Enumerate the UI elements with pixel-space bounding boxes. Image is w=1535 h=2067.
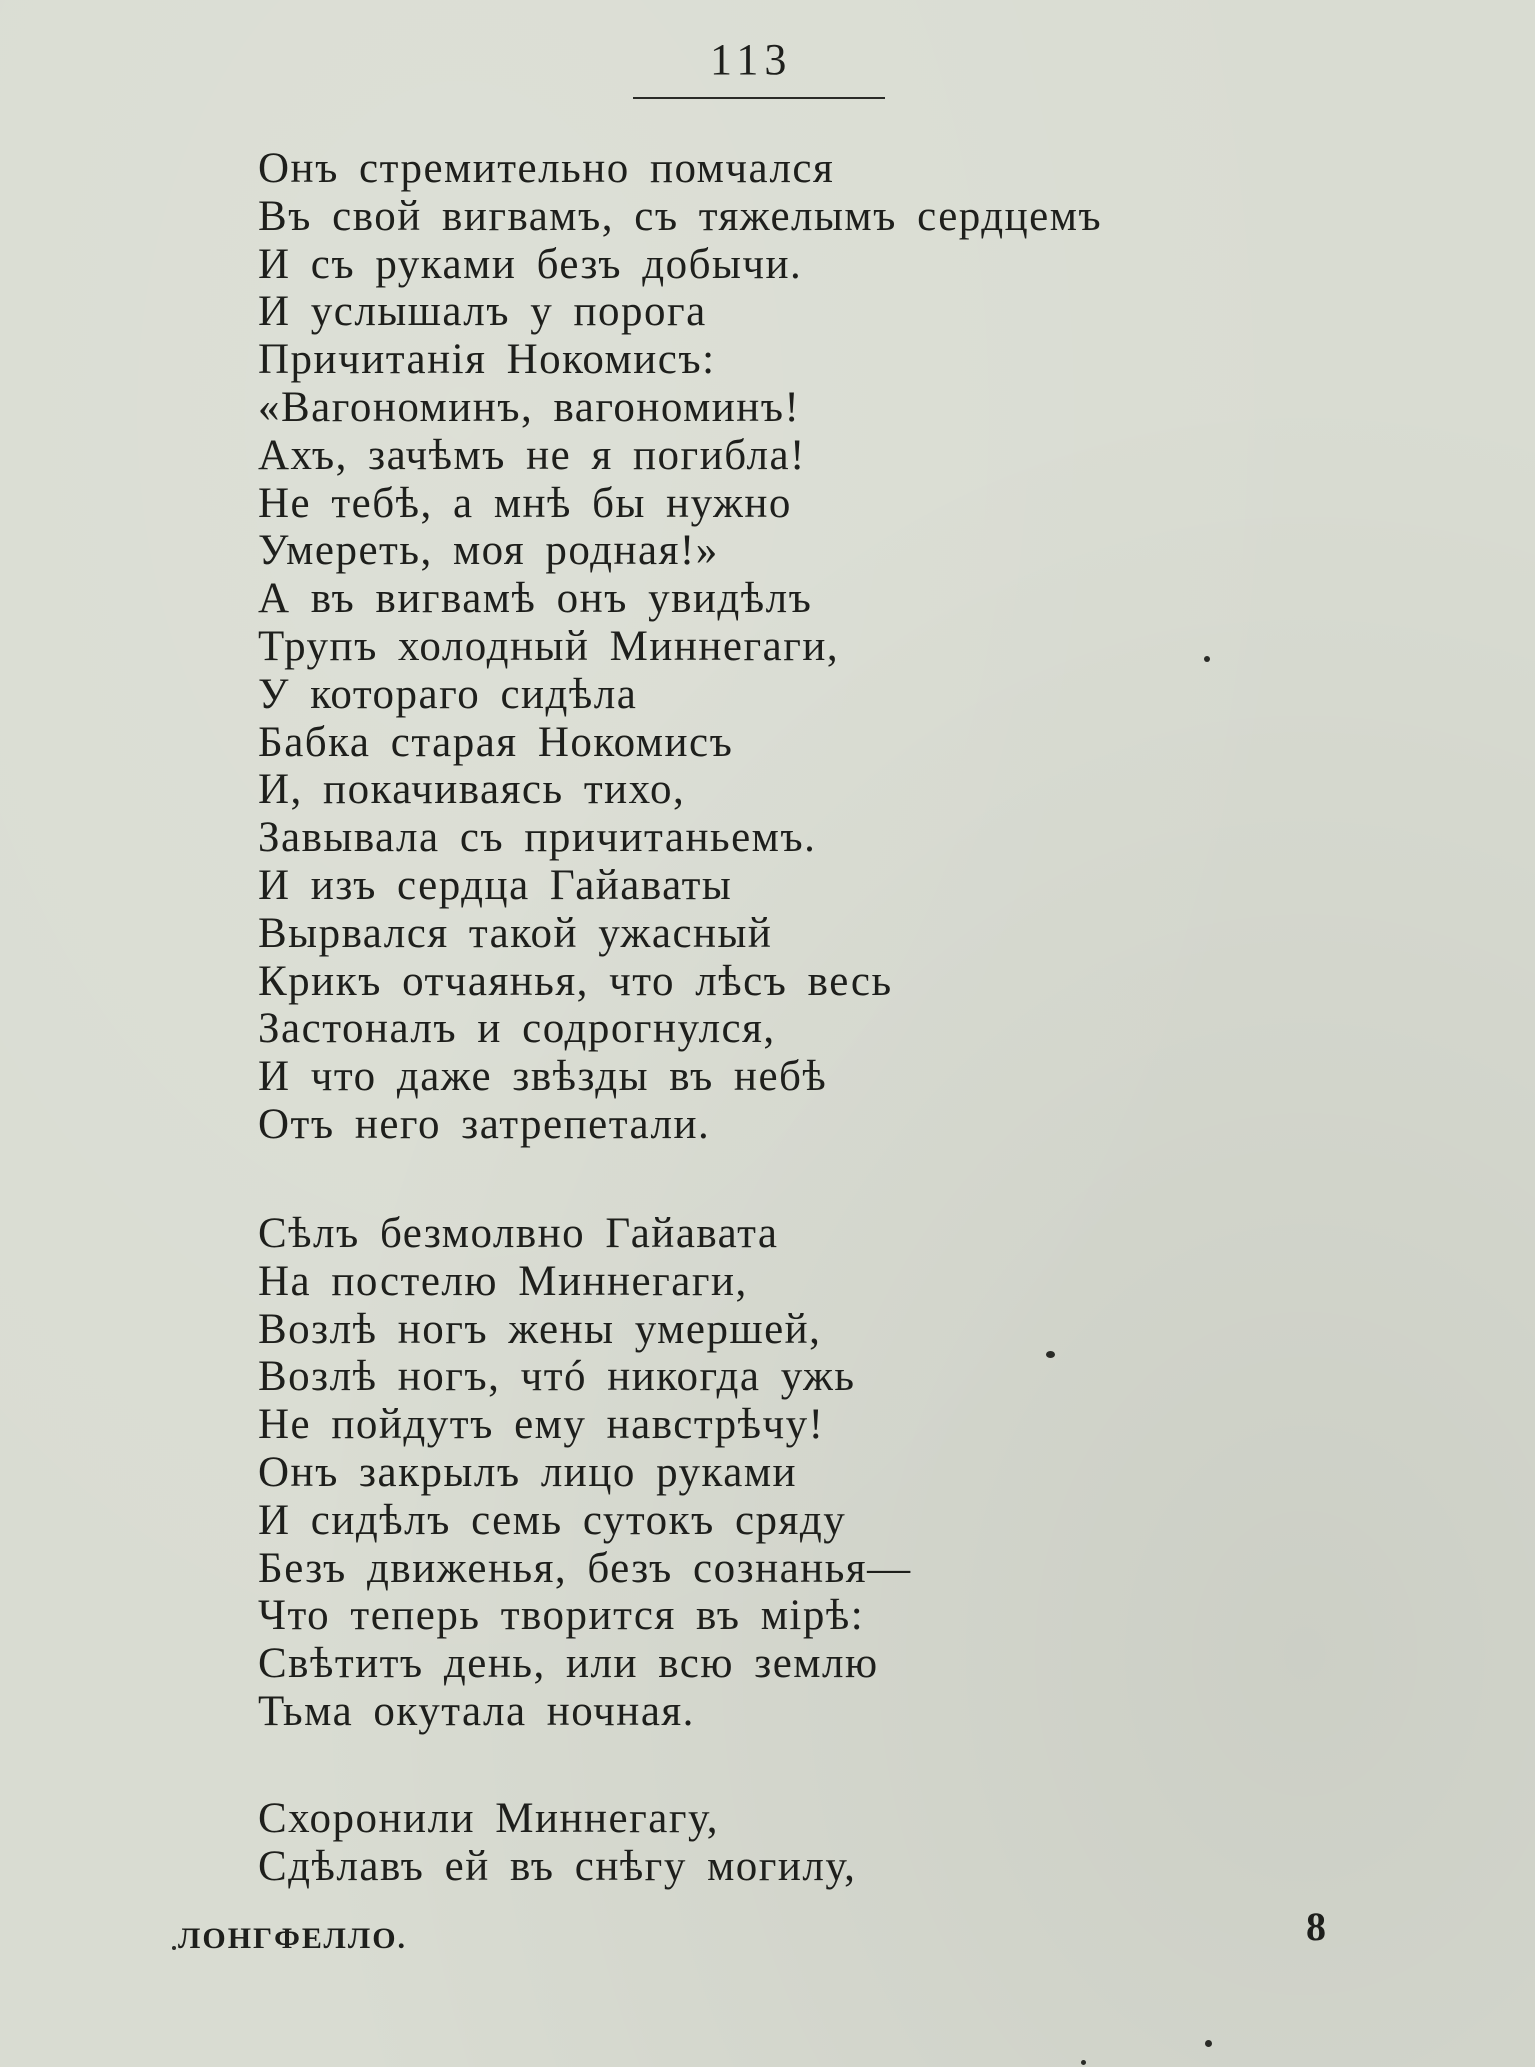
verse-line: Отъ него затрепетали.: [258, 1100, 711, 1148]
verse-line: Вырвался такой ужасный: [258, 909, 773, 957]
verse-line: Онъ стремительно помчался: [258, 145, 835, 192]
verse-line: Умереть, моя родная!»: [258, 527, 719, 575]
stanza-1: [258, 145, 1102, 1149]
verse-line: И что даже звѣзды въ небѣ: [258, 1053, 828, 1101]
header-rule: [633, 97, 885, 99]
verse-line: Свѣтитъ день, или всю землю: [258, 1640, 879, 1688]
verse-line: Ахъ, зачѣмъ не я погибла!: [258, 431, 806, 479]
verse-line: Трупъ холодный Миннегаги,: [258, 622, 840, 670]
verse-line: «Вагономинъ, вагономинъ!: [258, 383, 801, 431]
verse-line: И, покачиваясь тихо,: [258, 766, 686, 814]
verse-line: Что теперь творится въ мірѣ:: [258, 1592, 865, 1640]
footer-author: ЛОНГФЕЛЛО.: [178, 1922, 408, 1955]
verse-line: Крикъ отчаянья, что лѣсъ весь: [258, 957, 893, 1005]
verse-line: Возлѣ ногъ жены умершей,: [258, 1305, 822, 1353]
verse-line: И сидѣлъ семь сутокъ сряду: [258, 1496, 847, 1544]
verse-line: Застоналъ и содрогнулся,: [258, 1005, 776, 1053]
page-number: 113: [710, 35, 793, 84]
verse-line: Безъ движенья, безъ сознанья—: [258, 1544, 912, 1592]
verse-line: А въ вигвамѣ онъ увидѣлъ: [258, 575, 813, 623]
ink-speck: [1046, 1351, 1055, 1358]
verse-line: Не тебѣ, а мнѣ бы нужно: [258, 479, 792, 527]
verse-line: Не пойдутъ ему навстрѣчу!: [258, 1401, 825, 1449]
ink-speck: [1205, 2040, 1212, 2047]
verse-line: Сдѣлавъ ей въ снѣгу могилу,: [258, 1842, 857, 1890]
verse-line: Тьма окутала ночная.: [258, 1687, 695, 1735]
signature-mark: 8: [1306, 1904, 1326, 1949]
verse-line: И услышалъ у порога: [258, 288, 707, 336]
verse-line: У котораго сидѣла: [258, 670, 638, 718]
verse-line: Сѣлъ безмолвно Гайавата: [258, 1210, 779, 1257]
verse-line: Въ свой вигвамъ, съ тяжелымъ сердцемъ: [258, 192, 1103, 240]
verse-line: И съ руками безъ добычи.: [258, 240, 803, 288]
verse-line: Завывала съ причитаньемъ.: [258, 814, 817, 862]
verse-line: Причитанія Нокомисъ:: [258, 336, 716, 384]
ink-speck: [1081, 2060, 1086, 2065]
verse-line: Возлѣ ногъ, чтó никогда ужь: [258, 1353, 856, 1401]
stanza-2: [258, 1210, 912, 1736]
ink-speck: [1204, 656, 1210, 662]
verse-line: Онъ закрылъ лицо руками: [258, 1448, 798, 1496]
verse-line: И изъ сердца Гайаваты: [258, 861, 733, 909]
verse-line: Схоронили Миннегагу,: [258, 1795, 719, 1842]
verse-line: Бабка старая Нокомисъ: [258, 718, 734, 766]
ink-speck: [172, 1946, 176, 1950]
verse-line: На постелю Миннегаги,: [258, 1257, 748, 1305]
stanza-3: [258, 1795, 856, 1891]
